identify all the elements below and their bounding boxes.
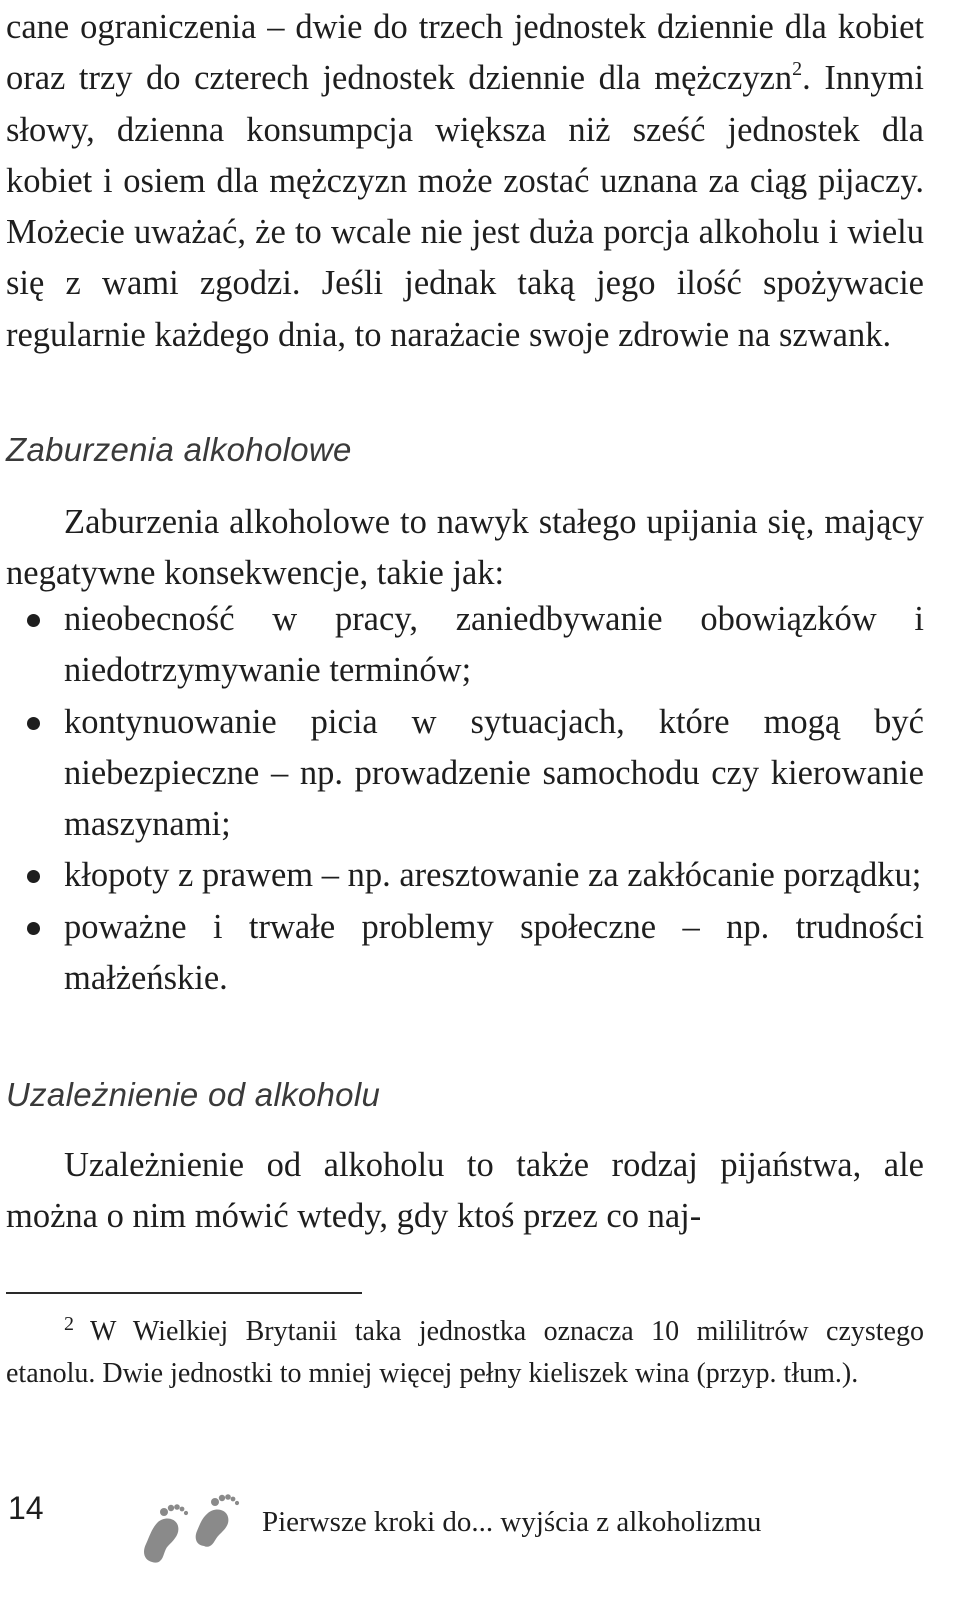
footnote: [6, 1304, 924, 1394]
section-heading-dependence: Uzależnienie od alkoholu: [6, 1076, 381, 1113]
footnote-number: 2: [64, 1313, 74, 1335]
section-heading-disorders: Zaburzenia alkoholowe: [6, 431, 352, 468]
bullet-icon: [27, 614, 40, 627]
running-title: Pierwsze kroki do... wyjścia z alkoholizmu: [262, 1506, 762, 1538]
list-item: [6, 697, 924, 851]
page-number: 14: [8, 1490, 44, 1526]
consequences-list: [6, 594, 924, 1004]
list-item-text: kłopoty z prawem – np. aresztowanie za zakłócanie porządku;: [64, 856, 922, 895]
bullet-icon: [27, 717, 40, 730]
list-item-text: kontynuowanie picia w sytuacjach, które mogą być niebezpieczne – np. prowadzenie samochodu czy kierowanie maszynami;: [64, 702, 924, 844]
list-item-text: nieobecność w pracy, zaniedbywanie obowiązków i niedotrzymywanie terminów;: [64, 600, 924, 690]
footnote-reference: 2: [792, 58, 803, 81]
list-item: [6, 902, 924, 1005]
paragraph-disorders-intro: Zaburzenia alkoholowe to nawyk stałego upijania się, mający negatywne konsekwencje, takie jak:: [6, 503, 924, 593]
footnote-divider: [6, 1292, 362, 1294]
list-item-text: poważne i trwałe problemy społeczne – np. trudności małżeńskie.: [64, 907, 924, 998]
footnote-text: W Wielkiej Brytanii taka jednostka oznacza 10 mililitrów czystego etanolu. Dwie jednostki to mniej więcej pełny kieliszek wina (przyp. tłum.).: [6, 1316, 924, 1389]
paragraph-units-text-a: cane ograniczenia – dwie do trzech jednostek dziennie dla kobiet oraz trzy do czterech jednostek dziennie dla mężczyzn: [6, 8, 924, 98]
paragraph-dependence: Uzależnienie od alkoholu to także rodzaj pijaństwa, ale można o nim mówić wtedy, gdy ktoś przez co naj-: [6, 1146, 924, 1236]
list-item: [6, 850, 924, 901]
paragraph-units-text-b: . Innymi słowy, dzienna konsumpcja większa niż sześć jednostek dla kobiet i osiem dla mężczyzn może zostać uznana za ciąg pijaczy. Możecie uważać, że to wcale nie jest duża porcja alkoholu i wielu się z wami zgodzi. Jeśli jednak taką jego ilość spożywacie regularnie każdego dnia, to narażacie swoje zdrowie na szwank.: [6, 59, 924, 354]
bullet-icon: [27, 870, 40, 883]
paragraph-units: [6, 2, 924, 361]
list-item: [6, 594, 924, 697]
footprints-icon: [138, 1488, 248, 1566]
bullet-icon: [27, 922, 40, 935]
